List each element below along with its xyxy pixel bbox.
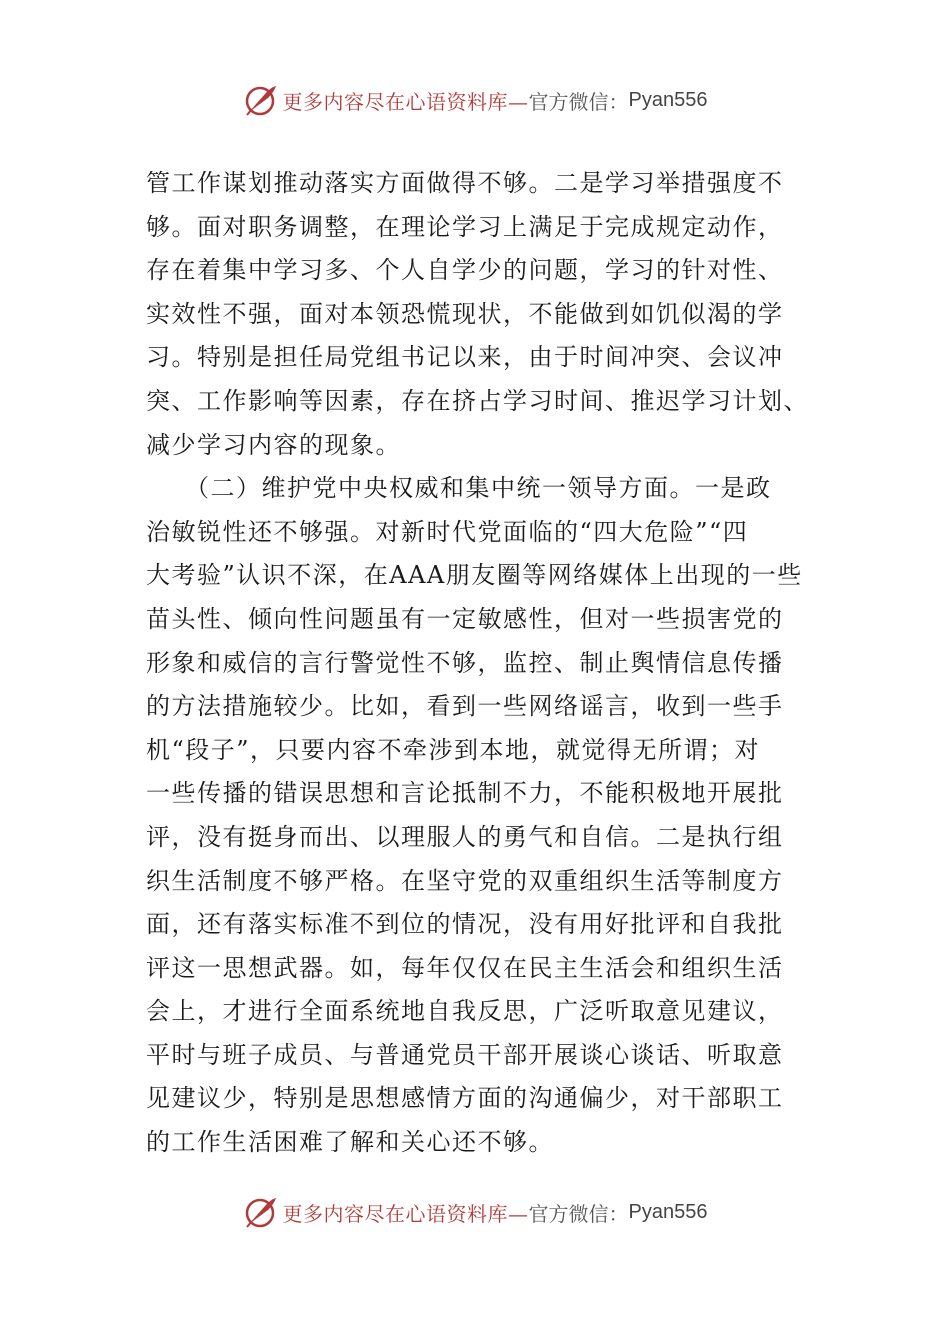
wechat-id: Pyan556	[628, 88, 708, 111]
document-body	[146, 162, 809, 1165]
wechat-label: 官方微信：	[528, 89, 629, 114]
footer-banner	[0, 1192, 950, 1232]
text-line: 一些传播的错误思想和言论抵制不力，不能积极地开展批	[146, 779, 784, 808]
quill-pen-logo-icon	[243, 82, 279, 118]
text-line: 评，没有挺身而出、以理服人的勇气和自信。二是执行组	[146, 822, 784, 851]
text-line: 够。面对职务调整，在理论学习上满足于完成规定动作，	[146, 212, 784, 241]
text-line: 大考验”认识不深，在AAA朋友圈等网络媒体上出现的一些	[146, 561, 803, 590]
text-line: 实效性不强，面对本领恐慌现状，不能做到如饥似渴的学	[146, 299, 784, 328]
banner-title: 更多内容尽在心语资料库—	[282, 89, 529, 114]
text-line: 存在着集中学习多、个人自学少的问题，学习的针对性、	[146, 256, 784, 285]
text-line: 面，还有落实标准不到位的情况，没有用好批评和自我批	[146, 910, 784, 939]
text-line: 形象和威信的言行警觉性不够，监控、制止舆情信息传播	[146, 648, 784, 677]
wechat-label: 官方微信：	[528, 1201, 629, 1226]
wechat-id: Pyan556	[628, 1200, 708, 1223]
header-banner	[0, 80, 950, 120]
text-line: 治敏锐性还不够强。对新时代党面临的“四大危险”“四	[146, 517, 749, 546]
text-line: 的方法措施较少。比如，看到一些网络谣言，收到一些手	[146, 692, 784, 721]
text-line: 的工作生活困难了解和关心还不够。	[146, 1128, 554, 1157]
text-line: 机“段子”，只要内容不牵涉到本地，就觉得无所谓；对	[146, 735, 761, 764]
section-heading-line: （二）维护党中央权威和集中统一领导方面。一是政	[146, 474, 772, 503]
text-line: 织生活制度不够严格。在坚守党的双重组织生活等制度方	[146, 866, 784, 895]
text-line: 苗头性、倾向性问题虽有一定敏感性，但对一些损害党的	[146, 604, 784, 633]
text-line: 管工作谋划推动落实方面做得不够。二是学习举措强度不	[146, 169, 784, 197]
text-line: 见建议少，特别是思想感情方面的沟通偏少，对干部职工	[146, 1084, 784, 1113]
banner-title: 更多内容尽在心语资料库—	[282, 1201, 529, 1226]
text-line: 减少学习内容的现象。	[146, 430, 401, 459]
text-line: 会上，才进行全面系统地自我反思，广泛听取意见建议，	[146, 997, 784, 1026]
text-line: 评这一思想武器。如，每年仅仅在民主生活会和组织生活	[146, 953, 784, 982]
quill-pen-logo-icon	[243, 1194, 279, 1230]
text-line: 突、工作影响等因素，存在挤占学习时间、推迟学习计划、	[146, 386, 809, 415]
text-line: 习。特别是担任局党组书记以来，由于时间冲突、会议冲	[146, 343, 784, 372]
text-line: 平时与班子成员、与普通党员干部开展谈心谈话、听取意	[146, 1040, 784, 1069]
